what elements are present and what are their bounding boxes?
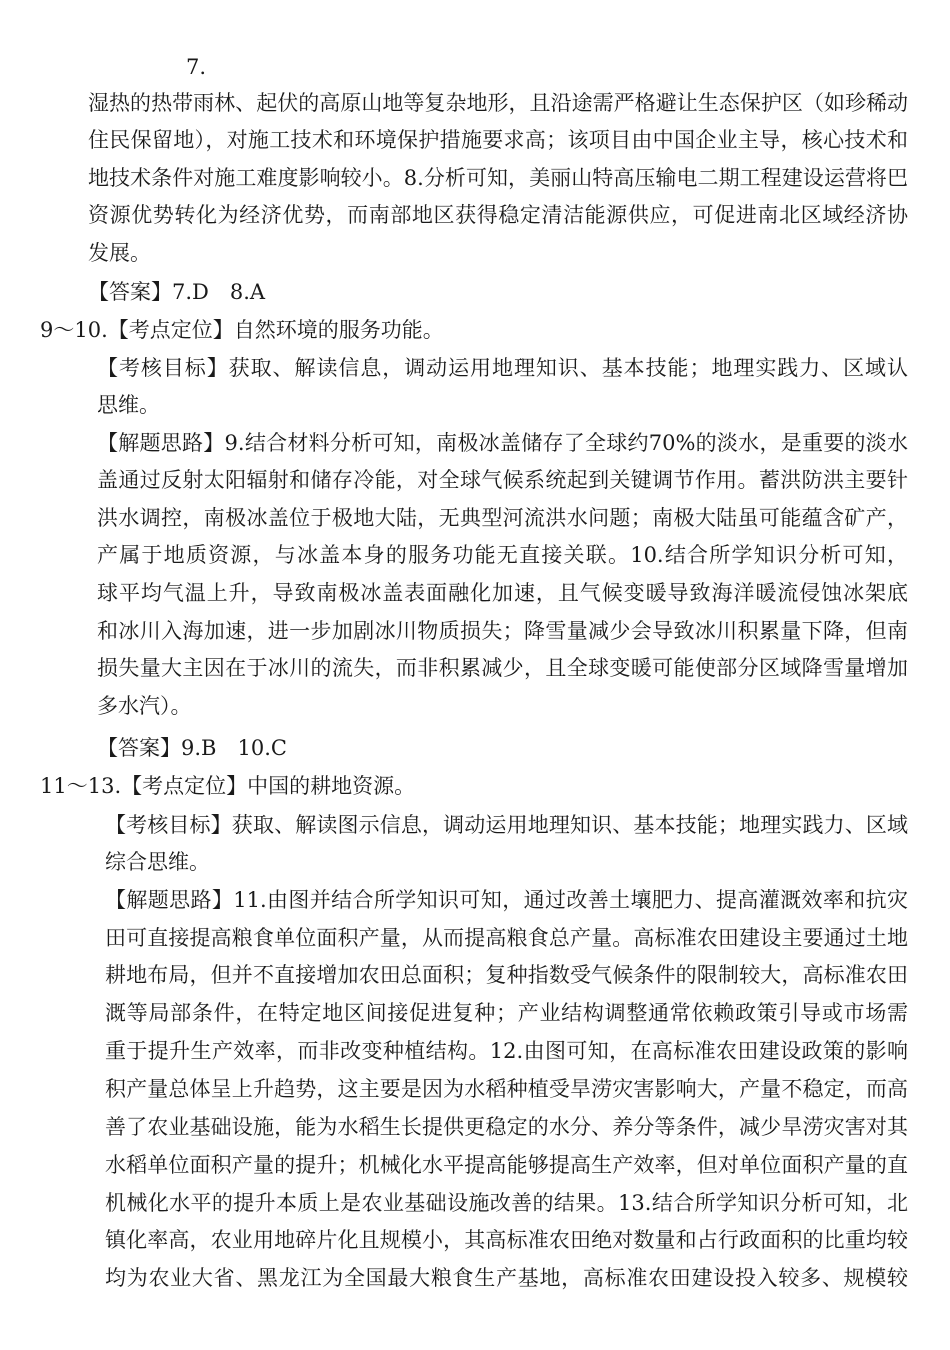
analysis-line: 机械化水平的提升本质上是农业基础设施改善的结果。13.结合所学知识分析可知，北 xyxy=(105,1191,908,1215)
analysis-line: 损失量大主因在于冰川的流失，而非积累减少，且全球变暖可能使部分区域降雪量增加 xyxy=(97,656,908,680)
analysis-line: 善了农业基础设施，能为水稻生长提供更稳定的水分、养分等条件，减少旱涝灾害对其 xyxy=(105,1115,908,1139)
analysis-line: 积产量总体呈上升趋势，这主要是因为水稻种植受旱涝灾害影响大，产量不稳定，而高 xyxy=(105,1077,908,1101)
analysis-line: 和冰川入海加速，进一步加剧冰川物质损失；降雪量减少会导致冰川积累量下降，但南 xyxy=(97,619,908,643)
analysis-line: 球平均气温上升，导致南极冰盖表面融化加速，且气候变暖导致海洋暖流侵蚀冰架底 xyxy=(97,581,908,605)
paragraph-line: 发展。 xyxy=(88,241,151,265)
section-heading: 9～10.【考点定位】自然环境的服务功能。 xyxy=(40,318,444,342)
analysis-line: 盖通过反射太阳辐射和储存冷能，对全球气候系统起到关键调节作用。蓄洪防洪主要针 xyxy=(97,468,908,492)
section-heading: 11～13.【考点定位】中国的耕地资源。 xyxy=(40,774,416,798)
analysis-line: 【解题思路】11.由图并结合所学知识可知，通过改善土壤肥力、提高灌溉效率和抗灾 xyxy=(105,888,908,912)
analysis-line: 多水汽）。 xyxy=(97,694,192,718)
analysis-line: 重于提升生产效率，而非改变种植结构。12.由图可知，在高标准农田建设政策的影响 xyxy=(105,1039,908,1063)
answer-line: 【答案】9.B 10.C xyxy=(97,736,287,760)
answer-line: 【答案】7.D 8.A xyxy=(88,280,266,304)
goal-line: 综合思维。 xyxy=(105,850,210,874)
paragraph-line: 地技术条件对施工难度影响较小。8.分析可知，美丽山特高压输电二期工程建设运营将巴 xyxy=(88,166,908,190)
analysis-line: 耕地布局，但并不直接增加农田总面积；复种指数受气候条件的限制较大，高标准农田 xyxy=(105,963,908,987)
goal-line: 【考核目标】获取、解读信息，调动运用地理知识、基本技能；地理实践力、区域认 xyxy=(97,356,908,380)
analysis-line: 水稻单位面积产量的提升；机械化水平提高能够提高生产效率，但对单位面积产量的直 xyxy=(105,1153,908,1177)
question-number: 7. xyxy=(186,55,207,79)
analysis-line: 镇化率高，农业用地碎片化且规模小，其高标准农田绝对数量和占行政面积的比重均较 xyxy=(105,1228,908,1252)
analysis-line: 洪水调控，南极冰盖位于极地大陆，无典型河流洪水问题；南极大陆虽可能蕴含矿产， xyxy=(97,506,908,530)
paragraph-line: 资源优势转化为经济优势，而南部地区获得稳定清洁能源供应，可促进南北区域经济协 xyxy=(88,203,908,227)
analysis-line: 产属于地质资源，与冰盖本身的服务功能无直接关联。10.结合所学知识分析可知， xyxy=(97,543,908,567)
goal-line: 思维。 xyxy=(97,393,160,417)
paragraph-line: 住民保留地），对施工技术和环境保护措施要求高；该项目由中国企业主导，核心技术和 xyxy=(88,128,908,152)
analysis-line: 【解题思路】9.结合材料分析可知，南极冰盖储存了全球约70%的淡水，是重要的淡水 xyxy=(97,431,908,455)
goal-line: 【考核目标】获取、解读图示信息，调动运用地理知识、基本技能；地理实践力、区域 xyxy=(105,813,908,837)
paragraph-line: 湿热的热带雨林、起伏的高原山地等复杂地形，且沿途需严格避让生态保护区（如珍稀动 xyxy=(88,91,908,115)
analysis-line: 均为农业大省、黑龙江为全国最大粮食生产基地，高标准农田建设投入较多、规模较 xyxy=(105,1266,908,1290)
analysis-line: 田可直接提高粮食单位面积产量，从而提高粮食总产量。高标准农田建设主要通过土地 xyxy=(105,926,908,950)
analysis-line: 溉等局部条件，在特定地区间接促进复种；产业结构调整通常依赖政策引导或市场需 xyxy=(105,1001,908,1025)
